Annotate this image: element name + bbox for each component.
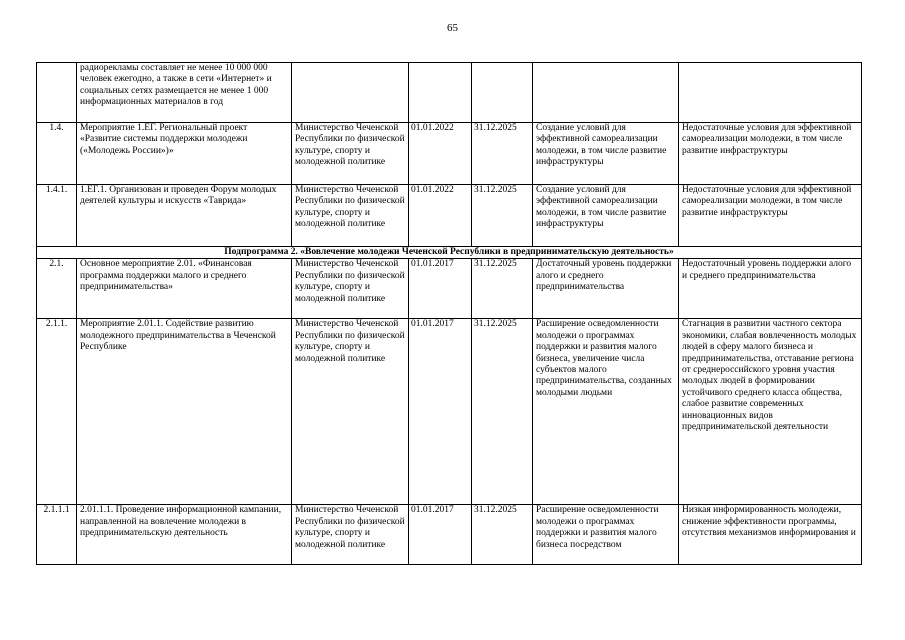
table-row (37, 319, 862, 505)
table-row (37, 63, 862, 123)
end-date: 31.12.2025 (472, 319, 533, 505)
table-row (37, 123, 862, 185)
activity-name: Основное мероприятие 2.01. «Финансовая программа поддержки малого и среднего предпринимательства» (77, 259, 292, 319)
activity-name: 2.01.1.1. Проведение информационной кампании, направленной на вовлечение молодежи в предпринимательскую деятельность (77, 505, 292, 565)
end-date: 31.12.2025 (472, 259, 533, 319)
row-number: 1.4.1. (37, 185, 77, 247)
non-implementation-consequence: Недостаточные условия для эффективной самореализации молодежи, в том числе развитие инфраструктуры (679, 185, 862, 247)
non-implementation-consequence: Стагнация в развитии частного сектора экономики, слабая вовлеченность молодых людей в сферу малого бизнеса и предпринимательства, отставание региона от среднероссийского уровня участия молодых людей в формировании устойчивого среднего класса общества, слабое развитие современных инновационных видов предпринимательской деятельности (679, 319, 862, 505)
end-date: 31.12.2025 (472, 123, 533, 185)
page-number: 65 (447, 22, 458, 34)
expected-result: Создание условий для эффективной самореализации молодежи, в том числе развитие инфраструктуры (533, 123, 679, 185)
start-date: 01.01.2017 (409, 259, 472, 319)
activity-name: Мероприятие 2.01.1. Содействие развитию молодежного предпринимательства в Чеченской Республике (77, 319, 292, 505)
executor (292, 63, 409, 123)
start-date (409, 63, 472, 123)
executor: Министерство Чеченской Республики по физической культуре, спорту и молодежной политике (292, 505, 409, 565)
row-number (37, 63, 77, 123)
start-date: 01.01.2022 (409, 123, 472, 185)
expected-result (533, 63, 679, 123)
subprogram-title: Подпрограмма 2. «Вовлечение молодежи Чеченской Республики в предпринимательскую деятельность» (37, 247, 862, 259)
row-number: 2.1.1.1 (37, 505, 77, 565)
table-row (37, 185, 862, 247)
non-implementation-consequence: Недостаточные условия для эффективной самореализации молодежи, в том числе развитие инфраструктуры (679, 123, 862, 185)
end-date: 31.12.2025 (472, 505, 533, 565)
expected-result: Расширение осведомленности молодежи о программах поддержки и развития малого бизнеса, увеличение числа субъектов малого предпринимательства, созданных молодыми людьми (533, 319, 679, 505)
activity-name: 1.ЕГ.1. Организован и проведен Форум молодых деятелей культуры и искусств «Таврида» (77, 185, 292, 247)
non-implementation-consequence (679, 63, 862, 123)
end-date (472, 63, 533, 123)
activity-name: Мероприятие 1.ЕГ. Региональный проект «Развитие системы поддержки молодежи («Молодежь России»)» (77, 123, 292, 185)
start-date: 01.01.2022 (409, 185, 472, 247)
row-number: 2.1.1. (37, 319, 77, 505)
expected-result: Достаточный уровень поддержки алого и среднего предпринимательства (533, 259, 679, 319)
subprogram-header-row (37, 247, 862, 259)
table-row (37, 259, 862, 319)
row-number: 2.1. (37, 259, 77, 319)
non-implementation-consequence: Низкая информированность молодежи, снижение эффективности программы, отсутствия механизмов информирования и (679, 505, 862, 565)
end-date: 31.12.2025 (472, 185, 533, 247)
executor: Министерство Чеченской Республики по физической культуре, спорту и молодежной политике (292, 259, 409, 319)
expected-result: Создание условий для эффективной самореализации молодежи, в том числе развитие инфраструктуры (533, 185, 679, 247)
non-implementation-consequence: Недостаточный уровень поддержки алого и среднего предпринимательства (679, 259, 862, 319)
start-date: 01.01.2017 (409, 319, 472, 505)
executor: Министерство Чеченской Республики по физической культуре, спорту и молодежной политике (292, 123, 409, 185)
start-date: 01.01.2017 (409, 505, 472, 565)
activity-name: радиорекламы составляет не менее 10 000 000 человек ежегодно, а также в сети «Интернет» и социальных сетях размещается не менее 1 000 информационных материалов в год (77, 63, 292, 123)
executor: Министерство Чеченской Республики по физической культуре, спорту и молодежной политике (292, 319, 409, 505)
row-number: 1.4. (37, 123, 77, 185)
executor: Министерство Чеченской Республики по физической культуре, спорту и молодежной политике (292, 185, 409, 247)
program-activities-table (36, 62, 862, 565)
expected-result: Расширение осведомленности молодежи о программах поддержки и развития малого бизнеса посредством (533, 505, 679, 565)
table-row (37, 505, 862, 565)
